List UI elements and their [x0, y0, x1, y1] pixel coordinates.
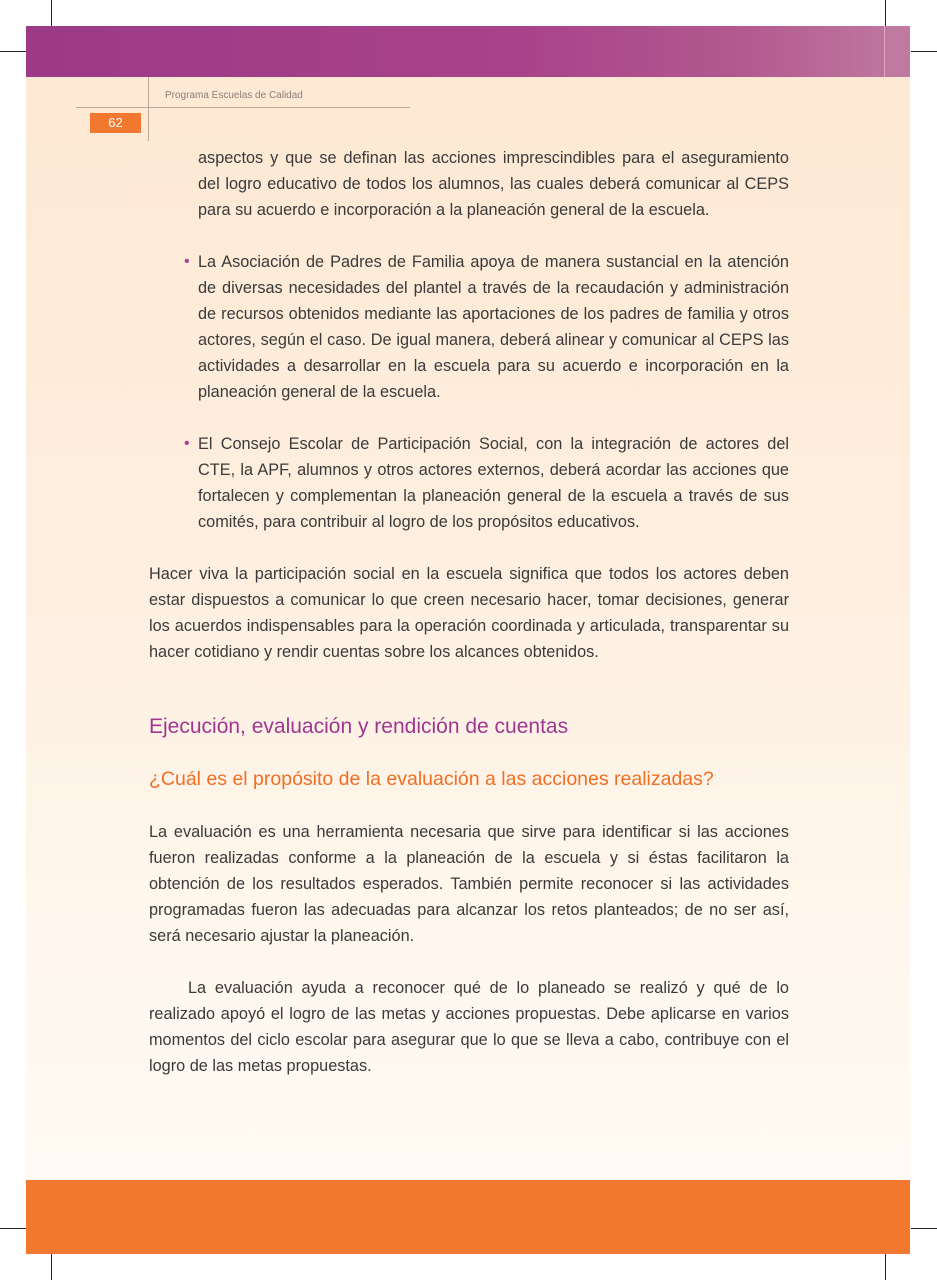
list-item-text: La Asociación de Padres de Familia apoya de manera sustancial en la atención de diversas necesidades del plantel a través de la recaudación y administración de recursos obtenidos mediante las aportaciones de los padres de familia y otros actores, según el caso. De igual manera, deberá alinear y comunicar al CEPS las actividades a desarrollar en la escuela para su acuerdo e incorporación en la planeación general de la escuela. [198, 253, 789, 401]
crop-mark [0, 51, 26, 52]
spacer [149, 223, 789, 249]
crop-mark [885, 1254, 886, 1280]
spacer [149, 949, 789, 975]
spacer [149, 793, 789, 819]
document-page [26, 26, 910, 1254]
participation-paragraph: Hacer viva la participación social en la escuela significa que todos los actores deben estar dispuestos a comunicar lo que creen necesario hacer, tomar decisiones, generar los acuerdos indispensables para la operación coordinada y articulada, transparentar su hacer cotidiano y rendir cuentas sobre los alcances obtenidos. [149, 565, 789, 661]
list-item-text: El Consejo Escolar de Participación Social, con la integración de actores del CTE, la APF, alumnos y otros actores externos, deberá acordar las acciones que fortalecen y complementan la planeación general de la escuela a través de sus comités, para contribuir al logro de los propósitos educativos. [198, 435, 789, 531]
page-number: 62 [90, 113, 141, 133]
final-paragraph: La evaluación ayuda a reconocer qué de lo planeado se realizó y qué de lo realizado apoyó el logro de las metas y acciones propuestas. Debe aplicarse en varios momentos del ciclo escolar para asegurar que lo que se lleva a cabo, contribuye con el logro de las metas propuestas. [149, 979, 789, 1075]
bullet-icon: • [184, 435, 190, 452]
list-item [149, 249, 789, 405]
section-title: Ejecución, evaluación y rendición de cuentas [149, 715, 569, 738]
crop-mark [0, 1228, 26, 1229]
spacer [149, 665, 789, 713]
running-head: Programa Escuelas de Calidad [165, 90, 303, 101]
evaluation-paragraph: La evaluación es una herramienta necesaria que sirve para identificar si las acciones fueron realizadas conforme a la planeación de la escuela y si éstas facilitaron la obtención de los resultados esperados. También permite reconocer si las actividades programadas fueron las adecuadas para alcanzar los retos planteados; de no ser así, será necesario ajustar la planeación. [149, 823, 789, 945]
crop-mark [911, 51, 937, 52]
crop-mark [51, 0, 52, 26]
crop-mark [51, 1254, 52, 1280]
bullet-icon: • [184, 253, 190, 270]
header-rule [76, 107, 410, 108]
body-text [149, 145, 789, 1079]
crop-mark [911, 1228, 937, 1229]
header-band [26, 26, 910, 77]
spacer [149, 741, 789, 765]
spacer [149, 405, 789, 431]
header-band-edge [884, 26, 910, 77]
footer-band [26, 1180, 910, 1254]
spacer [149, 535, 789, 561]
list-item [149, 431, 789, 535]
continued-paragraph: aspectos y que se definan las acciones imprescindibles para el aseguramiento del logro educativo de todos los alumnos, las cuales deberá comunicar al CEPS para su acuerdo e incorporación a la planeación general de la escuela. [198, 149, 789, 219]
crop-mark [885, 0, 886, 26]
header-divider [148, 77, 149, 141]
question-title: ¿Cuál es el propósito de la evaluación a las acciones realizadas? [149, 768, 714, 790]
